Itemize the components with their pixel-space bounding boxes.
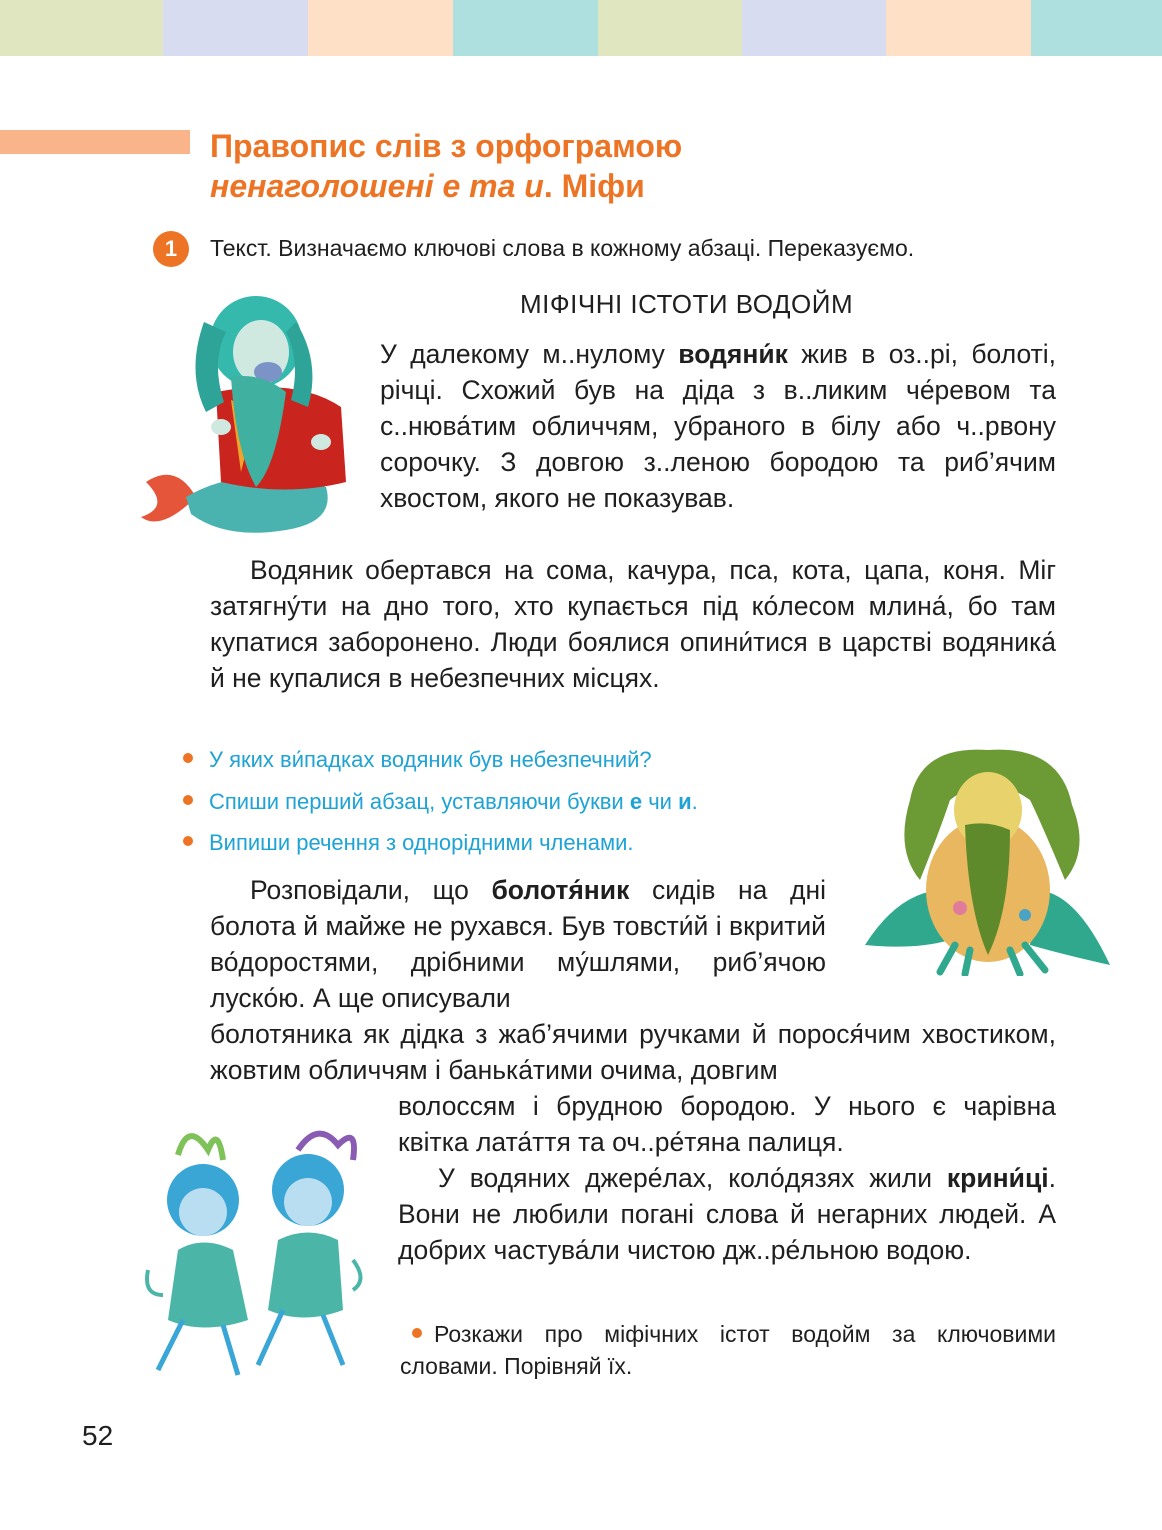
- krynytsi-illustration: [138, 1120, 372, 1382]
- story-paragraph-4: [398, 1160, 1056, 1268]
- keyword-krynytsi: крини́ці: [946, 1163, 1049, 1193]
- question-1-text: У яких ви́падках водяник був небезпечний?: [209, 747, 652, 772]
- bolotyanyk-illustration: [860, 740, 1116, 976]
- p4-text-end: . Вони не любили погані слова й негарних людей. А добрих частува́ли чистою дж..ре́льною водою.: [398, 1163, 1056, 1265]
- p1-text-end: жив в оз..рі, болоті, річці. Схожий був на діда з в..ликим че́ревом та с..нюва́тим обличчям, убраного в білу або ч..рвону сорочку. З довгою з..леною бородою та риб’ячим хвостом, якого не показував.: [380, 339, 1057, 513]
- keyword-vodyanyk: водяни́к: [678, 339, 788, 369]
- top-color-stripes: [0, 0, 1162, 56]
- story-paragraph-1: [380, 336, 1056, 516]
- stripe: [742, 0, 886, 56]
- question-2: [183, 787, 698, 817]
- question-3: [183, 828, 634, 858]
- vodyanyk-illustration: [136, 282, 366, 540]
- stripe: [0, 0, 163, 56]
- stripe: [886, 0, 1031, 56]
- story-paragraph-3-end: волоссям і брудною бородою. У нього є чарівна квітка лата́ття та оч..ре́тяна палиця.: [398, 1091, 1056, 1157]
- story-paragraph-3: [210, 872, 826, 1016]
- page-number: 52: [82, 1420, 114, 1451]
- stripe: [308, 0, 453, 56]
- letter-y: и: [678, 789, 692, 814]
- p3-text-start: Розповідали, що: [250, 875, 492, 905]
- question-3-text: Випиши речення з однорідними членами.: [209, 830, 634, 855]
- title-accent-bar: [0, 130, 190, 154]
- question-1: [183, 745, 652, 775]
- stripe: [453, 0, 598, 56]
- bullet-dot: [183, 753, 193, 763]
- bullet-dot: [412, 1328, 422, 1338]
- task-number-badge: 1: [153, 231, 189, 267]
- title-line-1: Правопис слів з орфограмою: [210, 128, 683, 164]
- stripe: [1031, 0, 1162, 56]
- title-line-2: [210, 166, 1110, 206]
- final-task: [400, 1318, 1056, 1382]
- title-rest: . Міфи: [543, 168, 645, 204]
- question-2-or: чи: [642, 789, 679, 814]
- stripe: [598, 0, 742, 56]
- p3-text-end: сидів на дні болота й майже не рухався. Був товсти́й і вкритий во́доростями, дрібними му́шлями, риб’ячою луско́ю. А ще описували: [210, 875, 826, 1013]
- story-paragraph-3-continued: болотяника як дідка з жаб’ячими ручками й порося́чим хвостиком, жовтим обличчям і банька́тими очима, довгим: [210, 1019, 1056, 1085]
- question-2-end: .: [691, 789, 698, 814]
- p1-text-start: У далекому м..нулому: [380, 339, 679, 369]
- keyword-bolotyanyk: болотя́ник: [491, 875, 630, 905]
- question-2-text: Спиши перший абзац, уставляючи букви: [209, 789, 630, 814]
- title-italic-part: ненаголошені е та и: [210, 168, 544, 204]
- task-instruction: Текст. Визначаємо ключові слова в кожному абзаці. Переказуємо.: [210, 235, 915, 261]
- story-paragraph-2: Водяник обертався на сома, качура, пса, кота, цапа, коня. Міг затягну́ти на дно того, хто купається під ко́лесом млина́, бо там купатися заборонено. Люди боялися опини́тися в царстві водяника́ й не купалися в небезпечних місцях.: [210, 555, 1056, 693]
- final-task-text: Розкажи про міфічних істот водойм за ключовими словами. Порівняй їх.: [400, 1321, 1056, 1379]
- stripe: [163, 0, 308, 56]
- bullet-dot: [183, 795, 193, 805]
- letter-e: е: [629, 789, 643, 814]
- story-title: МІФІЧНІ ІСТОТИ ВОДОЙМ: [520, 289, 854, 319]
- page-title: [210, 126, 1110, 206]
- bullet-dot: [183, 836, 193, 846]
- p4-text-start: У водяних джере́лах, коло́дязях жили: [438, 1163, 947, 1193]
